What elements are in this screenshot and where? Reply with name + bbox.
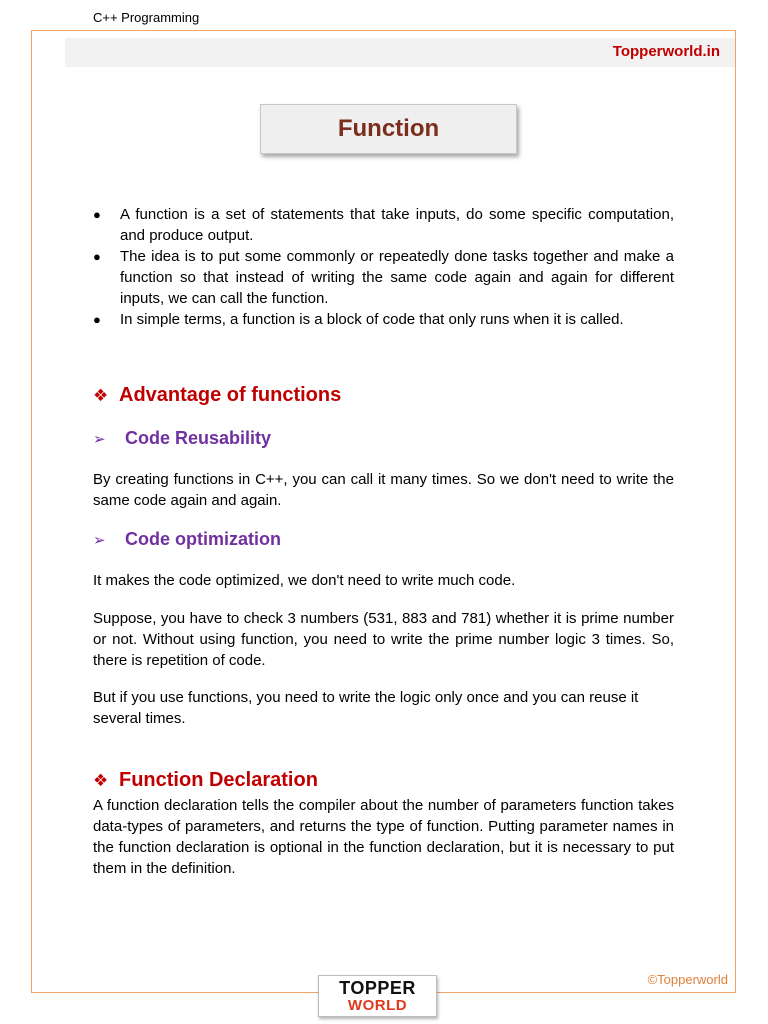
intro-bullet-list: [93, 204, 674, 330]
code-optimization-paragraph-1: [93, 570, 674, 591]
site-name: Topperworld.in: [612, 43, 720, 60]
code-optimization-paragraph-3: [93, 687, 674, 729]
section-heading-declaration: [93, 769, 318, 792]
footer-logo: [318, 975, 437, 1017]
paragraph: A function declaration tells the compiler about the number of parameters function takes data-types of parameters, and returns the type of function. Putting parameter names in the function declaration is optional in the function declaration, but it is necessary to put them in the definition.: [93, 797, 674, 877]
site-header-bar: [65, 38, 735, 67]
arrowhead-icon: ➢: [93, 531, 106, 549]
arrowhead-icon: ➢: [93, 430, 106, 448]
running-header-title: C++ Programming: [93, 10, 200, 25]
bullet-text: The idea is to put some commonly or repeatedly done tasks together and make a function so that instead of writing the same code again and again for different inputs, we can call the function.: [120, 248, 674, 307]
list-item: [93, 246, 674, 309]
diamond-flower-icon: ❖: [93, 770, 109, 790]
section-heading-text: Advantage of functions: [119, 384, 342, 406]
subsection-heading-code-optimization: [93, 529, 281, 550]
list-item: [93, 204, 674, 246]
list-item: [93, 309, 674, 330]
bullet-icon: ●: [93, 207, 101, 222]
paragraph: But if you use functions, you need to write the logic only once and you can reuse it several times.: [93, 689, 639, 727]
footer-copyright: ©Topperworld: [647, 972, 728, 987]
bullet-text: In simple terms, a function is a block of code that only runs when it is called.: [120, 311, 624, 328]
title-box: [260, 104, 517, 154]
subsection-heading-code-reusability: [93, 428, 271, 449]
bullet-icon: ●: [93, 249, 101, 264]
paragraph: Suppose, you have to check 3 numbers (531, 883 and 781) whether it is prime number or not. Without using function, you need to write the prime number logic 3 times. So, there is repetition of code.: [93, 610, 674, 669]
declaration-text: [93, 795, 674, 879]
subsection-heading-text: Code Reusability: [125, 428, 272, 448]
code-optimization-paragraph-2: [93, 608, 674, 671]
logo-text-bottom: WORLD: [347, 997, 408, 1014]
page-title: Function: [337, 115, 440, 142]
diamond-flower-icon: ❖: [93, 385, 109, 405]
logo-text-top: TOPPER: [339, 978, 416, 998]
bullet-icon: ●: [93, 312, 101, 327]
subsection-heading-text: Code optimization: [125, 529, 281, 549]
section-heading-text: Function Declaration: [119, 769, 318, 791]
paragraph: By creating functions in C++, you can call it many times. So we don't need to write the same code again and again.: [93, 471, 674, 509]
code-reusability-text: [93, 469, 674, 511]
bullet-text: A function is a set of statements that take inputs, do some specific computation, and produce output.: [120, 206, 674, 244]
intro-section: [93, 204, 674, 330]
paragraph: It makes the code optimized, we don't need to write much code.: [93, 572, 516, 589]
section-heading-advantages: [93, 384, 341, 407]
